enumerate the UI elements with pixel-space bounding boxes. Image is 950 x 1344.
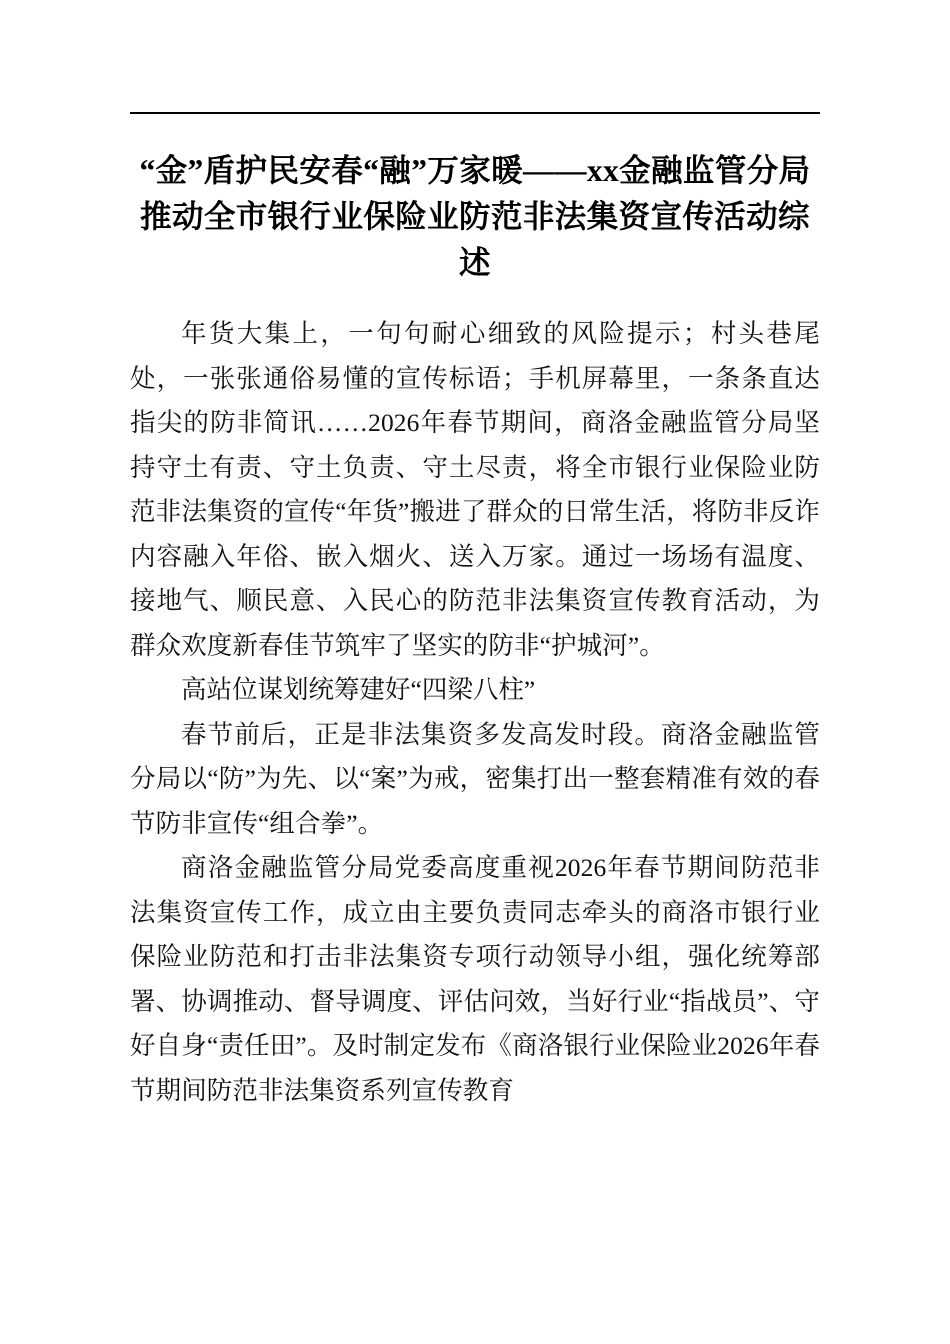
paragraph-leadership-group: 商洛金融监管分局党委高度重视2026年春节期间防范非法集资宣传工作，成立由主要负责同志牵头的商洛市银行业保险业防范和打击非法集资专项行动领导小组，强化统筹部署、协调推动、督导调度、评估问效，当好行业“指战员”、守好自身“责任田”。及时制定发布《商洛银行业保险业2026年春节期间防范非法集资系列宣传教育 bbox=[130, 853, 820, 1105]
document-body bbox=[130, 148, 820, 1113]
page-title: “金”盾护民安春“融”万家暖——xx金融监管分局推动全市银行业保险业防范非法集资宣传活动综述 bbox=[139, 153, 811, 280]
header-rule bbox=[130, 112, 820, 114]
paragraph-planning: 春节前后，正是非法集资多发高发时段。商洛金融监管分局以“防”为先、以“案”为戒，密集打出一整套精准有效的春节防非宣传“组合拳”。 bbox=[130, 719, 820, 838]
section-subheading: 高站位谋划统筹建好“四梁八柱” bbox=[181, 675, 536, 704]
paragraph-intro: 年货大集上，一句句耐心细致的风险提示；村头巷尾处，一张张通俗易懂的宣传标语；手机屏幕里，一条条直达指尖的防非简讯……2026年春节期间，商洛金融监管分局坚持守土有责、守土负责、守土尽责，将全市银行业保险业防范非法集资的宣传“年货”搬进了群众的日常生活，将防非反诈内容融入年俗、嵌入烟火、送入万家。通过一场场有温度、接地气、顺民意、入民心的防范非法集资宣传教育活动，为群众欢度新春佳节筑牢了坚实的防非“护城河”。 bbox=[130, 319, 820, 660]
